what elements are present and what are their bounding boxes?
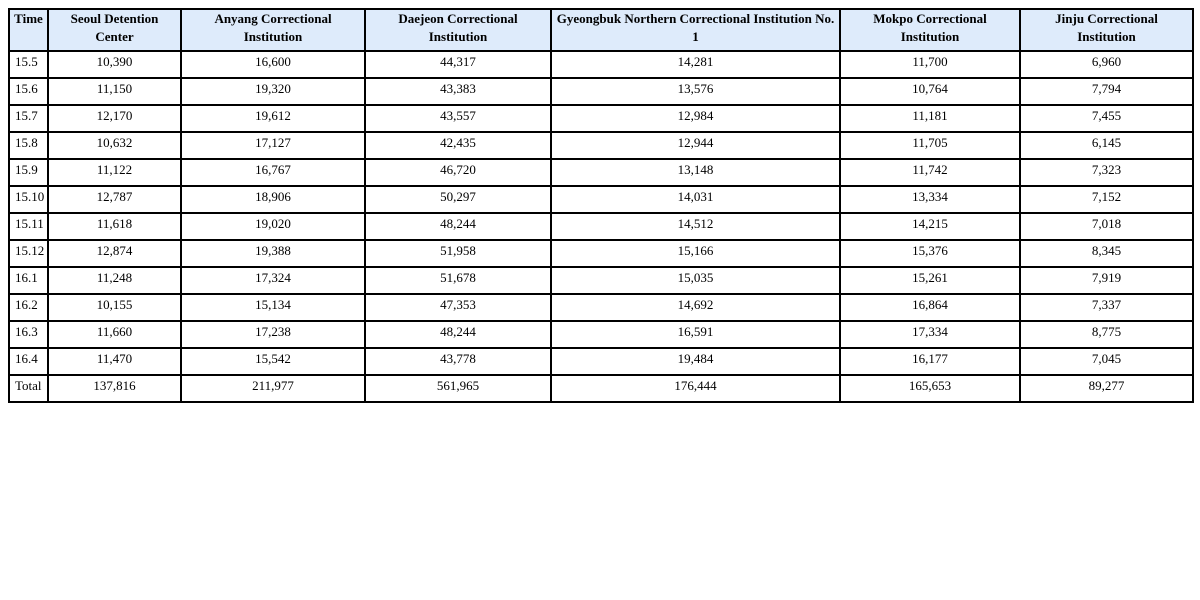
value-cell: 16,591 [551, 321, 840, 348]
time-cell: 16.1 [9, 267, 48, 294]
value-cell: 17,127 [181, 132, 365, 159]
table-row [9, 78, 1193, 105]
value-cell: 11,742 [840, 159, 1020, 186]
table-row [9, 159, 1193, 186]
value-cell: 43,383 [365, 78, 551, 105]
total-row [9, 375, 1193, 402]
value-cell: 51,958 [365, 240, 551, 267]
table-row [9, 267, 1193, 294]
value-cell: 7,045 [1020, 348, 1193, 375]
table-row [9, 51, 1193, 78]
value-cell: 19,320 [181, 78, 365, 105]
table-row [9, 213, 1193, 240]
header-cell-daejeon: Daejeon Correctional Institution [365, 9, 551, 51]
value-cell: 16,864 [840, 294, 1020, 321]
value-cell: 11,700 [840, 51, 1020, 78]
time-cell: 15.10 [9, 186, 48, 213]
time-cell: 15.6 [9, 78, 48, 105]
value-cell: 48,244 [365, 213, 551, 240]
value-cell: 7,919 [1020, 267, 1193, 294]
time-cell: 15.12 [9, 240, 48, 267]
header-cell-mokpo: Mokpo Correctional Institution [840, 9, 1020, 51]
value-cell: 43,778 [365, 348, 551, 375]
time-cell: 16.4 [9, 348, 48, 375]
value-cell: 7,152 [1020, 186, 1193, 213]
table-row [9, 321, 1193, 348]
value-cell: 7,455 [1020, 105, 1193, 132]
value-cell: 17,324 [181, 267, 365, 294]
value-cell: 51,678 [365, 267, 551, 294]
value-cell: 19,388 [181, 240, 365, 267]
value-cell: 12,874 [48, 240, 181, 267]
value-cell: 15,166 [551, 240, 840, 267]
value-cell: 15,035 [551, 267, 840, 294]
value-cell: 16,600 [181, 51, 365, 78]
value-cell: 11,181 [840, 105, 1020, 132]
data-table [8, 8, 1194, 403]
value-cell: 7,337 [1020, 294, 1193, 321]
value-cell: 15,376 [840, 240, 1020, 267]
value-cell: 176,444 [551, 375, 840, 402]
value-cell: 15,134 [181, 294, 365, 321]
value-cell: 48,244 [365, 321, 551, 348]
value-cell: 17,238 [181, 321, 365, 348]
value-cell: 16,177 [840, 348, 1020, 375]
value-cell: 14,281 [551, 51, 840, 78]
value-cell: 13,148 [551, 159, 840, 186]
value-cell: 7,794 [1020, 78, 1193, 105]
table-row [9, 105, 1193, 132]
value-cell: 89,277 [1020, 375, 1193, 402]
value-cell: 10,632 [48, 132, 181, 159]
value-cell: 15,261 [840, 267, 1020, 294]
value-cell: 18,906 [181, 186, 365, 213]
time-cell: 16.2 [9, 294, 48, 321]
value-cell: 11,705 [840, 132, 1020, 159]
value-cell: 211,977 [181, 375, 365, 402]
header-row [9, 9, 1193, 51]
time-cell: 15.7 [9, 105, 48, 132]
value-cell: 6,960 [1020, 51, 1193, 78]
value-cell: 11,660 [48, 321, 181, 348]
value-cell: 10,390 [48, 51, 181, 78]
value-cell: 11,150 [48, 78, 181, 105]
time-cell: 15.11 [9, 213, 48, 240]
table-row [9, 186, 1193, 213]
value-cell: 19,484 [551, 348, 840, 375]
value-cell: 12,170 [48, 105, 181, 132]
value-cell: 12,944 [551, 132, 840, 159]
value-cell: 12,984 [551, 105, 840, 132]
value-cell: 12,787 [48, 186, 181, 213]
header-cell-jinju: Jinju Correctional Institution [1020, 9, 1193, 51]
value-cell: 14,031 [551, 186, 840, 213]
value-cell: 10,764 [840, 78, 1020, 105]
table-row [9, 294, 1193, 321]
value-cell: 17,334 [840, 321, 1020, 348]
table-row [9, 348, 1193, 375]
value-cell: 14,512 [551, 213, 840, 240]
value-cell: 19,612 [181, 105, 365, 132]
table-body [9, 51, 1193, 402]
value-cell: 46,720 [365, 159, 551, 186]
value-cell: 10,155 [48, 294, 181, 321]
value-cell: 11,248 [48, 267, 181, 294]
value-cell: 7,018 [1020, 213, 1193, 240]
header-cell-anyang: Anyang Correctional Institution [181, 9, 365, 51]
value-cell: 6,145 [1020, 132, 1193, 159]
table-row [9, 132, 1193, 159]
value-cell: 8,345 [1020, 240, 1193, 267]
value-cell: 43,557 [365, 105, 551, 132]
value-cell: 11,122 [48, 159, 181, 186]
header-cell-seoul: Seoul Detention Center [48, 9, 181, 51]
value-cell: 13,334 [840, 186, 1020, 213]
value-cell: 16,767 [181, 159, 365, 186]
table-row [9, 240, 1193, 267]
value-cell: 19,020 [181, 213, 365, 240]
header-cell-time: Time [9, 9, 48, 51]
value-cell: 7,323 [1020, 159, 1193, 186]
value-cell: 561,965 [365, 375, 551, 402]
value-cell: 47,353 [365, 294, 551, 321]
value-cell: 11,470 [48, 348, 181, 375]
value-cell: 50,297 [365, 186, 551, 213]
value-cell: 14,215 [840, 213, 1020, 240]
value-cell: 11,618 [48, 213, 181, 240]
value-cell: 13,576 [551, 78, 840, 105]
time-cell: 15.9 [9, 159, 48, 186]
time-cell: 15.5 [9, 51, 48, 78]
value-cell: 14,692 [551, 294, 840, 321]
header-cell-gyeongbuk: Gyeongbuk Northern Correctional Institution No. 1 [551, 9, 840, 51]
value-cell: 137,816 [48, 375, 181, 402]
value-cell: 8,775 [1020, 321, 1193, 348]
value-cell: 165,653 [840, 375, 1020, 402]
time-cell: 15.8 [9, 132, 48, 159]
value-cell: 44,317 [365, 51, 551, 78]
value-cell: 15,542 [181, 348, 365, 375]
time-cell: Total [9, 375, 48, 402]
time-cell: 16.3 [9, 321, 48, 348]
value-cell: 42,435 [365, 132, 551, 159]
table-header [9, 9, 1193, 51]
